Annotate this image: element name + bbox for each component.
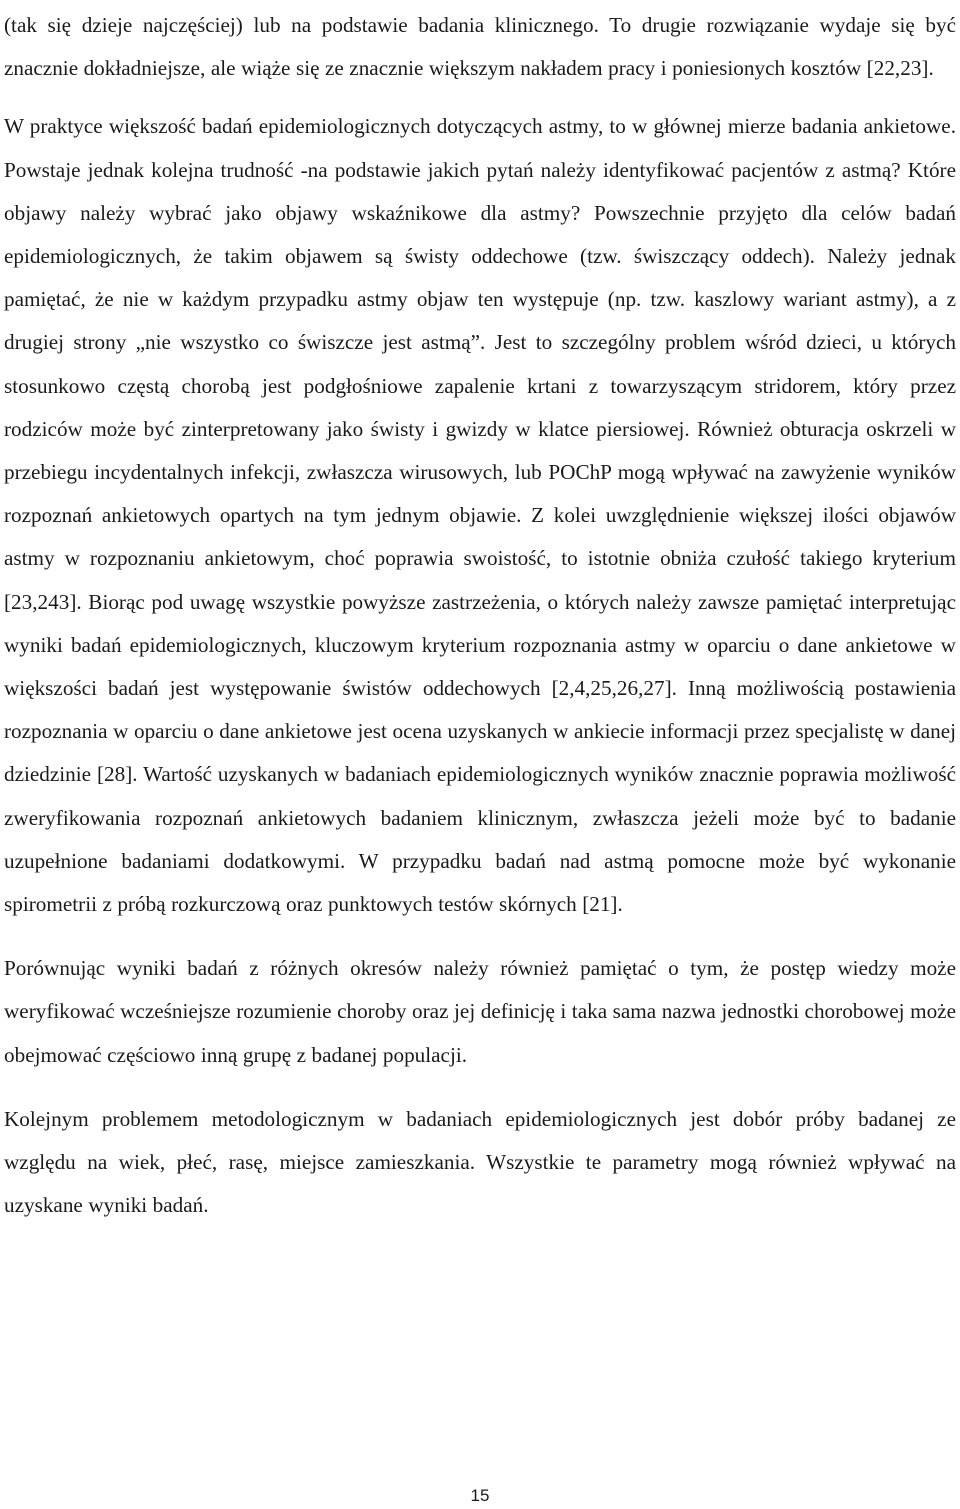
paragraph-1: (tak się dzieje najczęściej) lub na podstawie badania klinicznego. To drugie rozwiązanie wydaje się być znacznie dokładniejsze, ale wiąże się ze znacznie większym nakładem pracy i poniesionych kosztów [22,23]. [4,13,956,81]
page-number: 15 [470,1486,490,1505]
document-page [4,0,956,1227]
paragraph-3: Porównując wyniki badań z różnych okresów należy również pamiętać o tym, że postęp wiedzy może weryfikować wcześniejsze rozumienie choroby oraz jej definicję i taka sama nazwa jednostki chorobowej może obejmować częściowo inną grupę z badanej populacji. [4,956,956,1067]
paragraph-2: W praktyce większość badań epidemiologicznych dotyczących astmy, to w głównej mierze badania ankietowe. Powstaje jednak kolejna trudność -na podstawie jakich pytań należy identyfikować pacjentów z astmą? Które objawy należy wybrać jako objawy wskaźnikowe dla astmy? Powszechnie przyjęto dla celów badań epidemiologicznych, że takim objawem są świsty oddechowe (tzw. świszczący oddech). Należy jednak pamiętać, że nie w każdym przypadku astmy objaw ten występuje (np. tzw. kaszlowy wariant astmy), a z drugiej strony „nie wszystko co świszcze jest astmą”. Jest to szczególny problem wśród dzieci, u których stosunkowo częstą chorobą jest podgłośniowe zapalenie krtani z towarzyszącym stridorem, który przez rodziców może być zinterpretowany jako świsty i gwizdy w klatce piersiowej. Również obturacja oskrzeli w przebiegu incydentalnych infekcji, zwłaszcza wirusowych, lub POChP mogą wpływać na zawyżenie wyników rozpoznań ankietowych opartych na tym jednym objawie. Z kolei uwzględnienie większej ilości objawów astmy w rozpoznaniu ankietowym, choć poprawia swoistość, to istotnie obniża czułość takiego kryterium [23,243]. Biorąc pod uwagę wszystkie powyższe zastrzeżenia, o których należy zawsze pamiętać interpretując wyniki badań epidemiologicznych, kluczowym kryterium rozpoznania astmy w oparciu o dane ankietowe w większości badań jest występowanie świstów oddechowych [2,4,25,26,27]. Inną możliwością postawienia rozpoznania w oparciu o dane ankietowe jest ocena uzyskanych w ankiecie informacji przez specjalistę w danej dziedzinie [28]. Wartość uzyskanych w badaniach epidemiologicznych wyników znacznie poprawia możliwość zweryfikowania rozpoznań ankietowych badaniem klinicznym, zwłaszcza jeżeli może być to badanie uzupełnione badaniami dodatkowymi. W przypadku badań nad astmą pomocne może być wykonanie spirometrii z próbą rozkurczową oraz punktowych testów skórnych [21]. [4,114,956,917]
paragraph-4: Kolejnym problemem metodologicznym w badaniach epidemiologicznych jest dobór próby badanej ze względu na wiek, płeć, rasę, miejsce zamieszkania. Wszystkie te parametry mogą również wpływać na uzyskane wyniki badań. [4,1106,956,1218]
